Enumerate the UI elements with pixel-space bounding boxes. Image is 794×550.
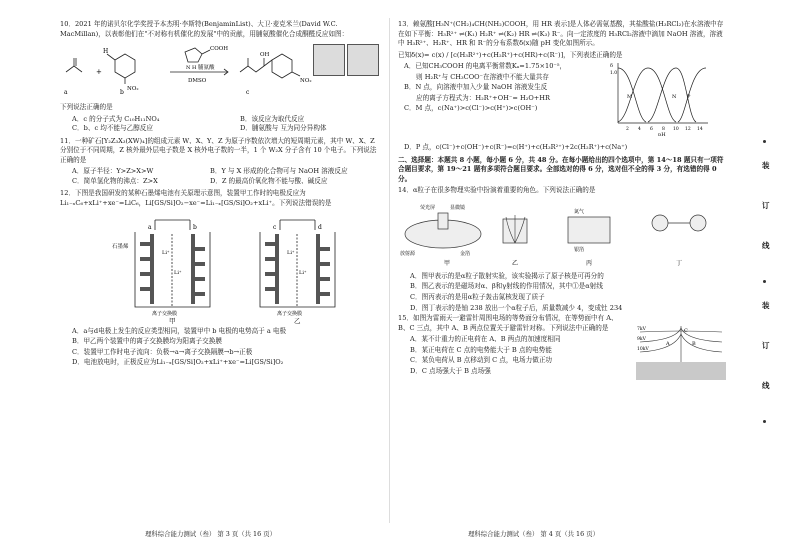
binding-char-2: 订	[762, 201, 770, 210]
q13-tick-y: 1.0	[610, 71, 618, 77]
left-column	[60, 20, 380, 369]
footer-right: 理科综合能力测试（叁） 第 4 页（共 16 页）	[468, 530, 599, 538]
q13-option-c: C．M 点，c(Na⁺)>c(Cl⁻)>c(H⁺)>c(OH⁻)	[404, 104, 538, 113]
q14-option-b: B．图乙表示的是磁场对α、β和γ射线的作用情况，其中①是α射线	[410, 282, 603, 291]
q15-stem: 15．如图为雷雨天一避雷针周围电场的等势面分布情况，在等势面中有 A、B、C 三点，其中 A、B 两点位置关于避雷针对称。下列说法中正确的是	[398, 314, 618, 332]
q12-option-b: B．甲乙两个装置中的离子交换膜均为阳离子交换膜	[72, 337, 222, 346]
q15-block	[398, 314, 728, 376]
q13-option-a-line2: 则 H₂R⁺与 CH₃COO⁻在溶液中不能大量共存	[416, 72, 549, 81]
right-column	[398, 20, 728, 377]
q11-options-row1	[60, 167, 380, 177]
q14-label-nitrogen: 氮气	[574, 208, 585, 215]
q12-graphite-label: 石墨烯	[112, 243, 129, 250]
q15-equipotential-figure	[636, 318, 726, 380]
q12-option-c: C．装置甲工作时电子流向：负极→a→离子交换隔膜→b→正极	[72, 347, 253, 356]
q13-block	[398, 62, 728, 142]
q11-stem: 11．一种矿石[Y₂Z₃X₃(XW)₄]的组成元素 W、X、Y、Z 为原子序数依次增大的短周期元素，其中 W、X、Z 分别位于不同周期，Z 核外最外层电子数是 X 核外电子数的一半，1 个 W₂X 分子含有 10 个电子。下列说法正确的是	[60, 136, 377, 164]
q10-ask: 下列说法正确的是	[60, 103, 113, 112]
q12-li-ion-3: Li⁺	[287, 249, 295, 256]
q10-oh: OH	[260, 52, 270, 59]
q10-no2-b: NO₂	[127, 86, 139, 93]
q14-option-d: D．图丁表示的是铀 238 放出一个α粒子后，质量数减少 4，变成钍 234	[410, 303, 623, 312]
q11-option-a: A．原子半径：Y>Z>X>W	[72, 167, 154, 176]
q15-point-c: C	[684, 328, 688, 335]
q11-options-row2	[60, 177, 380, 187]
q14-fig-bing: 丙	[586, 259, 593, 267]
q15-ground	[636, 362, 726, 380]
q14-label-window: 银箔	[574, 246, 585, 253]
scientist-portrait-2	[347, 44, 379, 76]
q13-stem: 13．赖氨酸[H₃N⁺(CH₂)₄CH(NH₂)COOH，用 HR 表示]是人体必需氨基酸，其盐酸盐(H₃RCl₂)在水溶液中存在如下平衡：H₃R²⁺ ⇌(K₁) H₂R⁺ ⇌(K₂) HR ⇌(K₃) R⁻。向一定浓度的 H₃RCl₂溶液中滴加 NaOH 溶液，溶液中 H₃R²⁺、H₂R⁺、HR 和 R⁻的分布系数δ(x)随 pH 变化如图所示。	[398, 20, 724, 48]
q13-point-p: P	[687, 94, 691, 101]
q14-figures-svg	[398, 199, 728, 269]
q11-option-d: D．Z 的最高价氧化物不能与酸、碱反应	[210, 176, 328, 185]
q12-electrode-b: b	[193, 223, 197, 231]
q14-option-c: C．图丙表示的是用α粒子轰击氮核发现了质子	[410, 293, 545, 302]
q14-fig-yi: 乙	[512, 259, 519, 267]
q13-tick-x-6: 14	[697, 127, 703, 133]
q15-potential-9kv: 9kV	[637, 337, 646, 343]
q10-solvent: DMSO	[188, 78, 207, 85]
q13-point-m: M	[627, 94, 633, 101]
q13-option-b-line2: 应的离子方程式为：H₂R⁺+OH⁻= H₂O+HR	[416, 93, 551, 102]
q14-option-a: A．图甲表示的是α粒子散射实验，该实验揭示了原子核是可再分的	[410, 271, 604, 280]
binding-dot	[763, 420, 766, 423]
q15-potential-10kv: 10kV	[637, 347, 649, 353]
q13-option-a-line1: A．已知CH₃COOH 的电离平衡常数Kₐ=1.75×10⁻⁵，	[404, 62, 567, 71]
q10-catalyst: 脯氨酸	[198, 65, 215, 72]
q13-formula: 已知δ(x)= c(x) / [c(H₃R²⁺)+c(H₂R⁺)+c(HR)+c(R⁻)]，下列表述正确的是	[398, 50, 623, 59]
q15-point-a: A	[666, 341, 670, 348]
q10-label-b: b	[120, 89, 124, 97]
q14-label-screen: 荧光屏	[420, 204, 436, 211]
q12-electrode-a: a	[148, 223, 152, 231]
q12-option-d: D．电池放电时，正极反应为Li₁₋ₓ[GS/Si]O₂+xLi⁺+xe⁻=Li[GS/Si]O₂	[72, 358, 284, 367]
q13-tick-x-5: 12	[685, 127, 691, 133]
q12-electrode-d: d	[318, 223, 322, 231]
page-divider	[389, 18, 390, 523]
q14-fig-jia: 甲	[444, 259, 451, 267]
q15-point-b: B	[692, 341, 696, 348]
q13-tick-x-2: 6	[650, 127, 653, 133]
q12-li-ion-4: Li⁺	[299, 269, 307, 276]
footer-left: 理科综合能力测试（叁） 第 3 页（共 16 页）	[145, 530, 276, 538]
q15-option-d: D．C 点场强大于 B 点场强	[410, 366, 491, 375]
binding-char-4: 装	[762, 301, 770, 310]
q13-option-d: D．P 点，c(Cl⁻)+c(OH⁻)+c(R⁻)=c(H⁺)+c(H₃R²⁺)+2c(H₂R⁺)+c(Na⁺)	[404, 143, 628, 152]
q10-reaction-figure	[60, 42, 380, 100]
q10-options-row2	[60, 124, 380, 134]
q12-li-ion-2: Li⁺	[174, 269, 182, 276]
q13-tick-x-3: 8	[662, 127, 665, 133]
q10-no2-c: NO₂	[300, 78, 312, 85]
q10-cooh: COOH	[210, 46, 229, 53]
q15-option-a: A．某不计重力的正电荷在 A、B 两点的加速度相同	[410, 335, 561, 344]
q13-tick-x-1: 4	[638, 127, 641, 133]
q13-distribution-graph	[608, 58, 713, 136]
q12-stem: 12．下图是我国研发的某种石墨烯电池有关原理示意图，装置甲工作时的电极反应为 Li₁₋ₓC₆+xLi⁺+xe⁻=LiC₆，Li[GS/Si]O₂−xe⁻=Li₁₋ₓ[GS/Si]O₂+xLi⁺。下列说法错误的是	[60, 189, 332, 208]
q12-membrane-label-1: 离子交换膜	[152, 310, 178, 317]
q12-membrane-label-2: 离子交换膜	[277, 310, 303, 317]
q12-battery-figure	[60, 212, 380, 324]
section-two-header: 二、选择题：本题共 8 小题，每小题 6 分，共 48 分。在每小题给出的四个选项中，第 14～18 题只有一项符合题目要求，第 19～21 题有多项符合题目要求。全部选对的得 6 分，选对但不全的得 3 分，有选错的得 0 分。	[398, 155, 724, 183]
binding-char-3: 线	[762, 241, 770, 250]
q12-option-a: A．a与d电极上发生的反应类型相同，装置甲中 b 电极的电势高于 a 电极	[72, 326, 287, 335]
q12-device-jia: 甲	[169, 316, 176, 324]
q13-axis-x: pH	[658, 132, 666, 137]
q10-plus: +	[96, 68, 102, 77]
q12-battery-svg	[60, 212, 380, 324]
q14-label-microscope: 显微镜	[450, 204, 466, 211]
q14-stem: 14．α粒子在很多物理实验中扮演着重要的角色。下列说法正确的是	[398, 186, 596, 195]
q12-li-ion-1: Li⁺	[162, 249, 170, 256]
q11-option-b: B．Y 与 X 形成的化合物可与 NaOH 溶液反应	[210, 167, 348, 176]
q13-option-b-line1: B．N 点，向溶液中加入少量 NaOH 溶液发生反	[404, 83, 548, 92]
q13-axis-y: δ	[610, 63, 614, 70]
q10-option-a: A．c 的分子式为 C₁₀H₁₁NO₄	[72, 114, 160, 123]
q10-h-label: H	[103, 48, 109, 56]
q12-device-yi: 乙	[294, 316, 301, 324]
binding-dot	[763, 280, 766, 283]
binding-char-5: 订	[762, 341, 770, 350]
q13-point-n: N	[672, 94, 677, 101]
q10-options-row1	[60, 115, 380, 125]
q12-electrode-c: c	[273, 223, 277, 231]
binding-char-6: 线	[762, 381, 770, 390]
binding-char-1: 装	[762, 161, 770, 170]
q10-label-c: c	[246, 89, 250, 97]
binding-dot	[763, 140, 766, 143]
q15-option-c: C．某负电荷从 B 点移动到 C 点，电场力做正功	[410, 356, 553, 365]
scientist-portrait-1	[313, 44, 345, 76]
q14-fig-ding: 丁	[676, 259, 683, 267]
q10-stem: 10．2021 年的诺贝尔化学奖授予本杰明·李斯特(BenjaminList)、大卫·麦克米兰(David W.C. MacMillan)，以表彰他们在"不对称有机催化的发展"中的贡献，用脯氨酸催化合成酮醛反应如图：	[60, 20, 349, 38]
q15-option-b: B．某正电荷在 C 点的电势能大于 B 点的电势能	[410, 345, 552, 354]
q14-label-source: 放射源	[400, 250, 416, 257]
q10-option-b: B．该反应为取代反应	[240, 114, 305, 123]
q14-figures	[398, 199, 728, 269]
q14-label-foil: 金箔	[460, 250, 471, 257]
q10-option-d: D．脯氨酸与 互为同分异构体	[240, 124, 327, 133]
q13-tick-x-0: 2	[626, 127, 629, 133]
q10-label-a: a	[64, 89, 68, 97]
q10-nh: N H	[186, 65, 197, 72]
q15-potential-7kv: 7kV	[637, 327, 646, 333]
q13-tick-x-4: 10	[673, 127, 679, 133]
q10-option-c: C．b、c 均不能与乙醇反应	[72, 124, 153, 133]
q11-option-c: C．简单氢化物的沸点：Z>X	[72, 176, 158, 185]
